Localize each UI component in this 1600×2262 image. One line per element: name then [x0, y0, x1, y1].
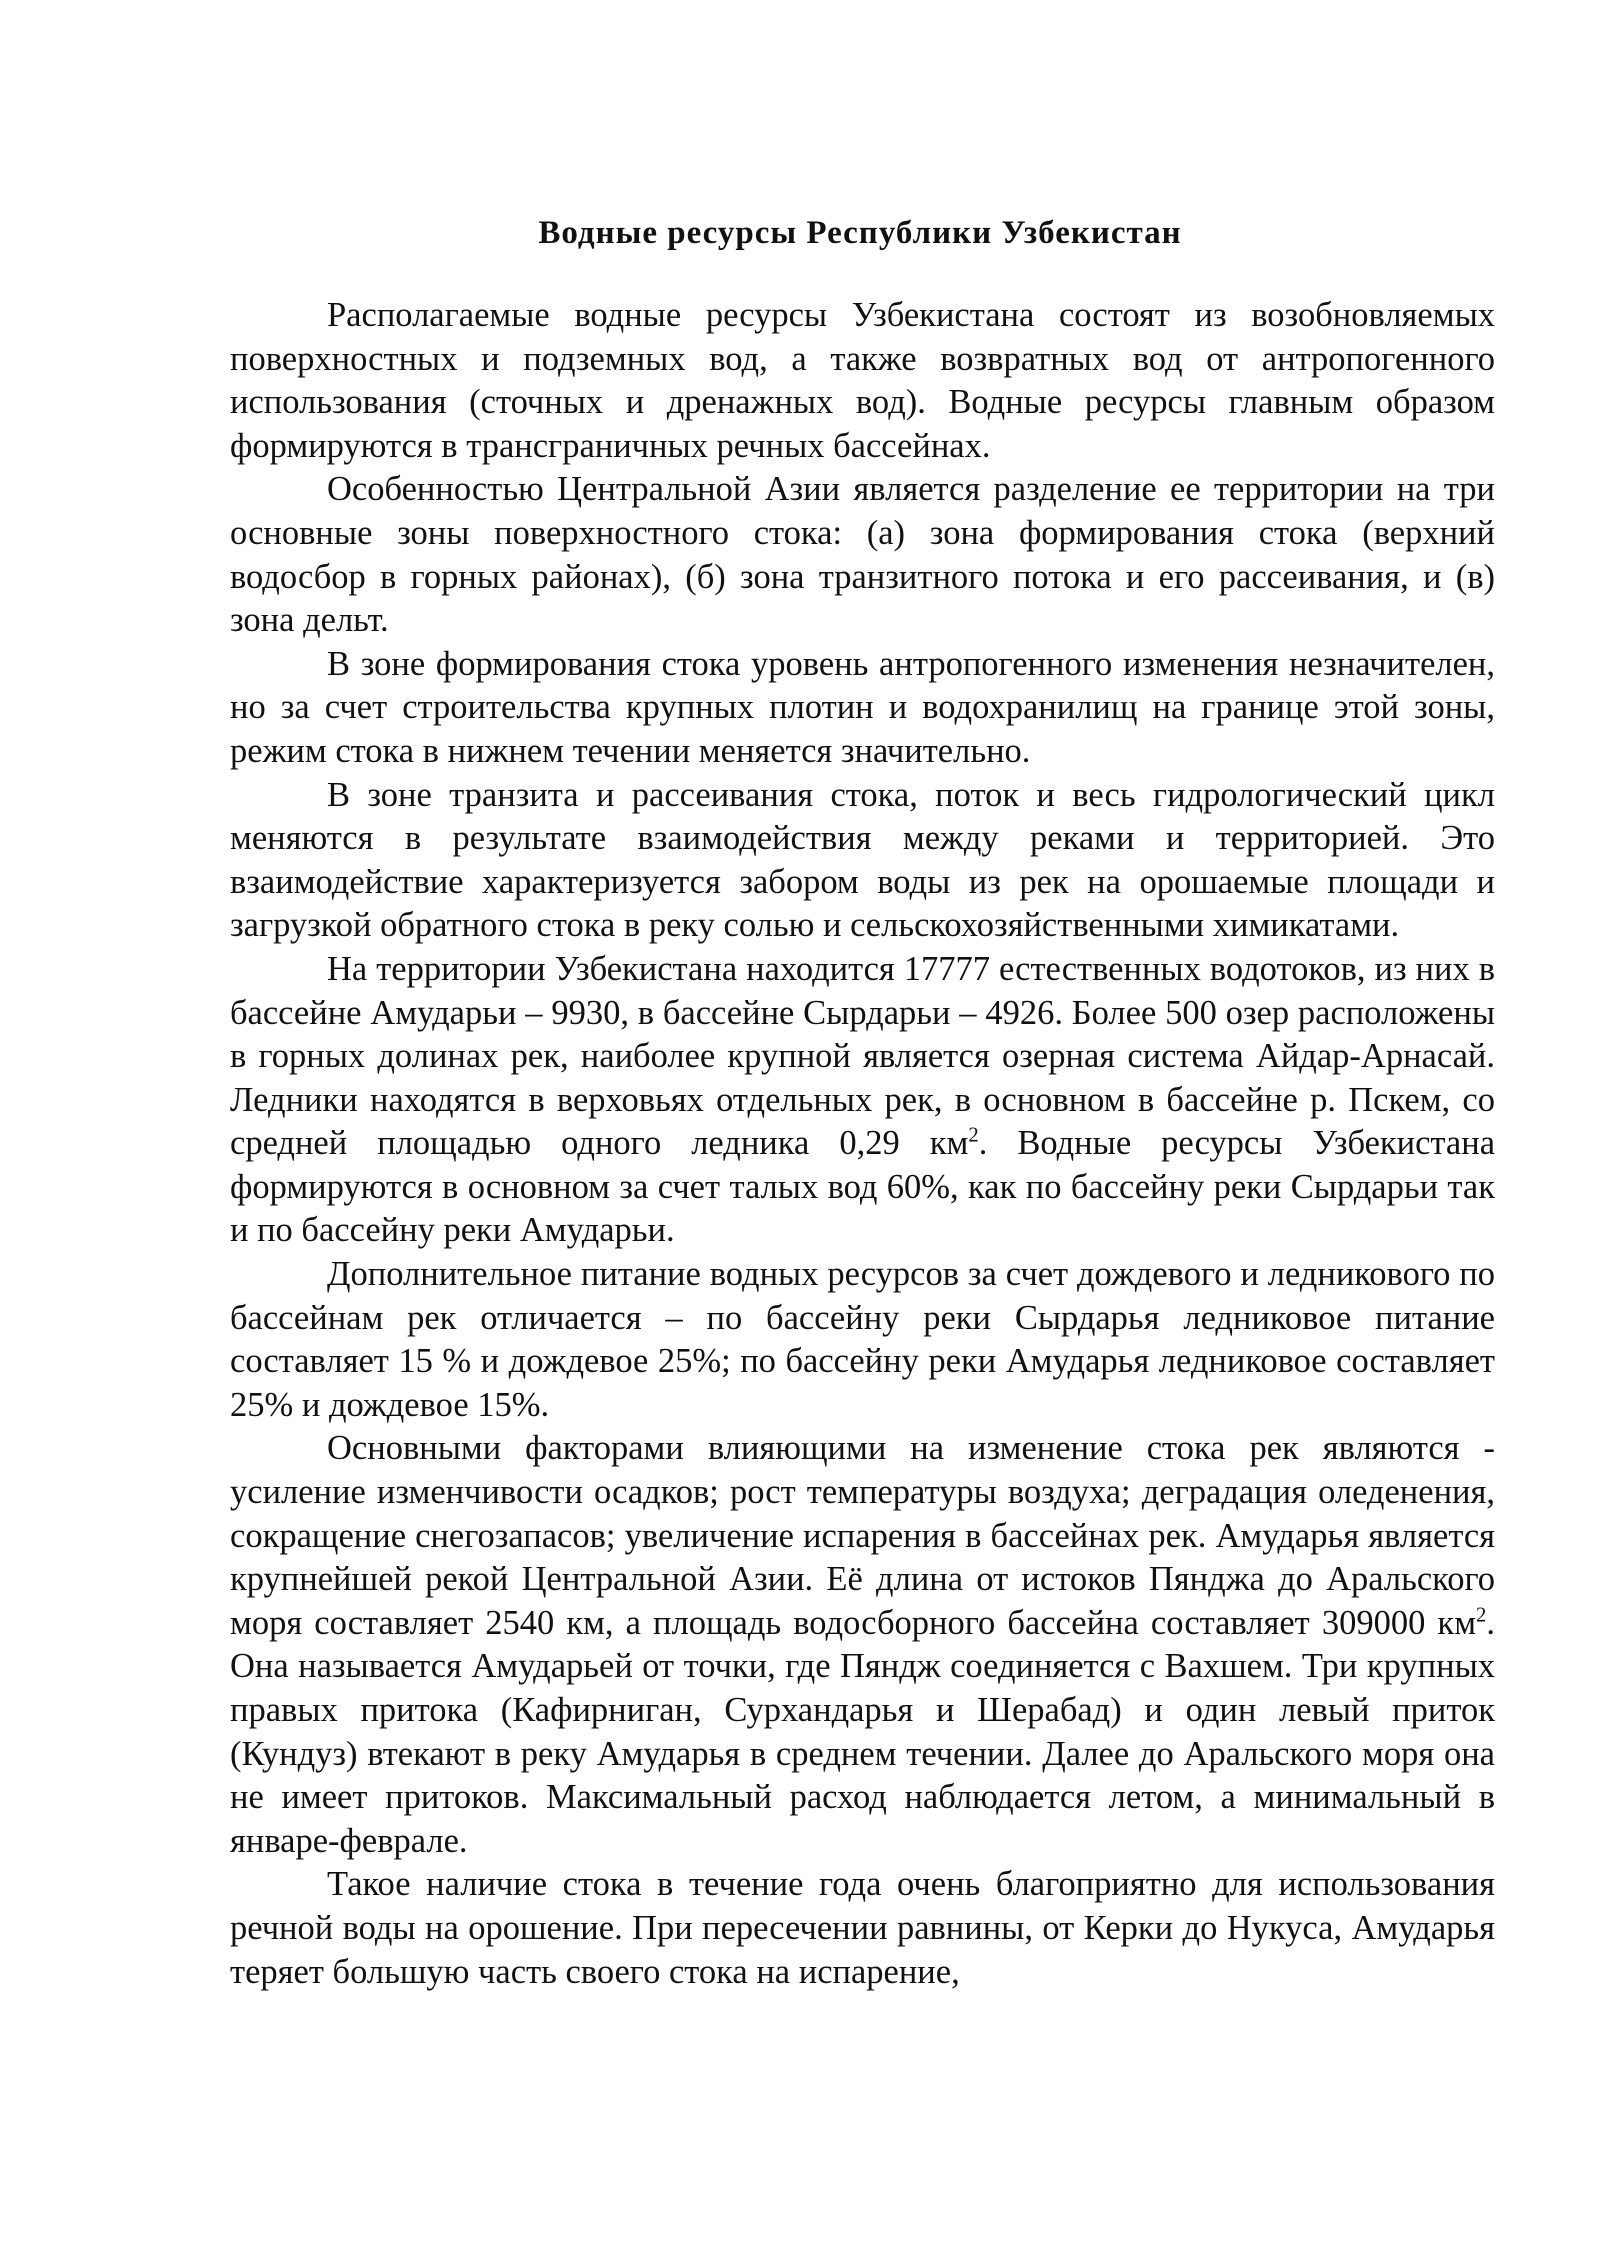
paragraph-4: В зоне транзита и рассеивания стока, поток и весь гидрологический цикл меняются в результате взаимодействия между реками и территорией. Это взаимодействие характеризуется забором воды из рек на орошаемые площади и загрузкой обратного стока в реку солью и сельскохозяйственными химикатами. — [230, 775, 1495, 945]
paragraph-7-part-a: Основными факторами влияющими на изменение стока рек являются - усиление изменчивости осадков; рост температуры воздуха; деградация оледенения, сокращение снегозапасов; увеличение испарения в бассейнах рек. Амударья является крупнейшей рекой Центральной Азии. Её длина от истоков Пянджа до Аральского моря составляет 2540 км, а площадь водосборного бассейна составляет 309000 км — [230, 1429, 1495, 1642]
paragraph-3: В зоне формирования стока уровень антропогенного изменения незначителен, но за счет строительства крупных плотин и водохранилищ на границе этой зоны, режим стока в нижнем течении меняется значительно. — [230, 644, 1495, 770]
document-title: Водные ресурсы Республики Узбекистан — [538, 215, 1182, 251]
paragraph-5-part-b: . Водные ресурсы Узбекистана формируются в основном за счет талых вод 60%, как по бассейну реки Сырдарьи так и по бассейну реки Амударьи. — [230, 1124, 1496, 1250]
paragraph-5-part-a: На территории Узбекистана находится 17777 естественных водотоков, из них в бассейне Амударьи – 9930, в бассейне Сырдарьи – 4926. Более 500 озер расположены в горных долинах рек, наиболее крупной является озерная система Айдар-Арнасай. Ледники находятся в верховьях отдельных рек, в основном в бассейне р. Пскем, со средней площадью одного ледника 0,29 км — [230, 949, 1495, 1163]
paragraph-2: Особенностью Центральной Азии является разделение ее территории на три основные зоны поверхностного стока: (а) зона формирования стока (верхний водосбор в горных районах), (б) зона транзитного потока и его рассеивания, и (в) зона дельт. — [230, 470, 1495, 640]
paragraph-7-part-b: . Она называется Амударьей от точки, где Пяндж соединяется с Вахшем. Три крупных правых притока (Кафирниган, Сурхандарья и Шерабад) и один левый приток (Кундуз) втекают в реку Амударья в среднем течении. Далее до Аральского моря она не имеет притоков. Максимальный расход наблюдается летом, а минимальный в январе-феврале. — [230, 1603, 1495, 1860]
paragraph-7 — [230, 1427, 1495, 1863]
paragraph-8: Такое наличие стока в течение года очень благоприятно для использования речной воды на орошение. При пересечении равнины, от Керки до Нукуса, Амударья теряет большую часть своего стока на испарение, — [230, 1865, 1495, 1991]
paragraph-6: Дополнительное питание водных ресурсов за счет дождевого и ледникового по бассейнам рек отличается – по бассейну реки Сырдарья ледниковое питание составляет 15 % и дождевое 25%; по бассейну реки Амударья ледниковое составляет 25% и дождевое 15%. — [230, 1255, 1495, 1424]
superscript-squared: 2 — [1476, 1604, 1487, 1627]
superscript-squared: 2 — [968, 1124, 979, 1147]
paragraph-1: Располагаемые водные ресурсы Узбекистана состоят из возобновляемых поверхностных и подземных вод, а также возвратных вод от антропогенного использования (сточных и дренажных вод). Водные ресурсы главным образом формируются в трансграничных речных бассейнах. — [230, 296, 1495, 465]
document-body — [230, 294, 1495, 1994]
paragraph-5 — [230, 948, 1495, 1253]
